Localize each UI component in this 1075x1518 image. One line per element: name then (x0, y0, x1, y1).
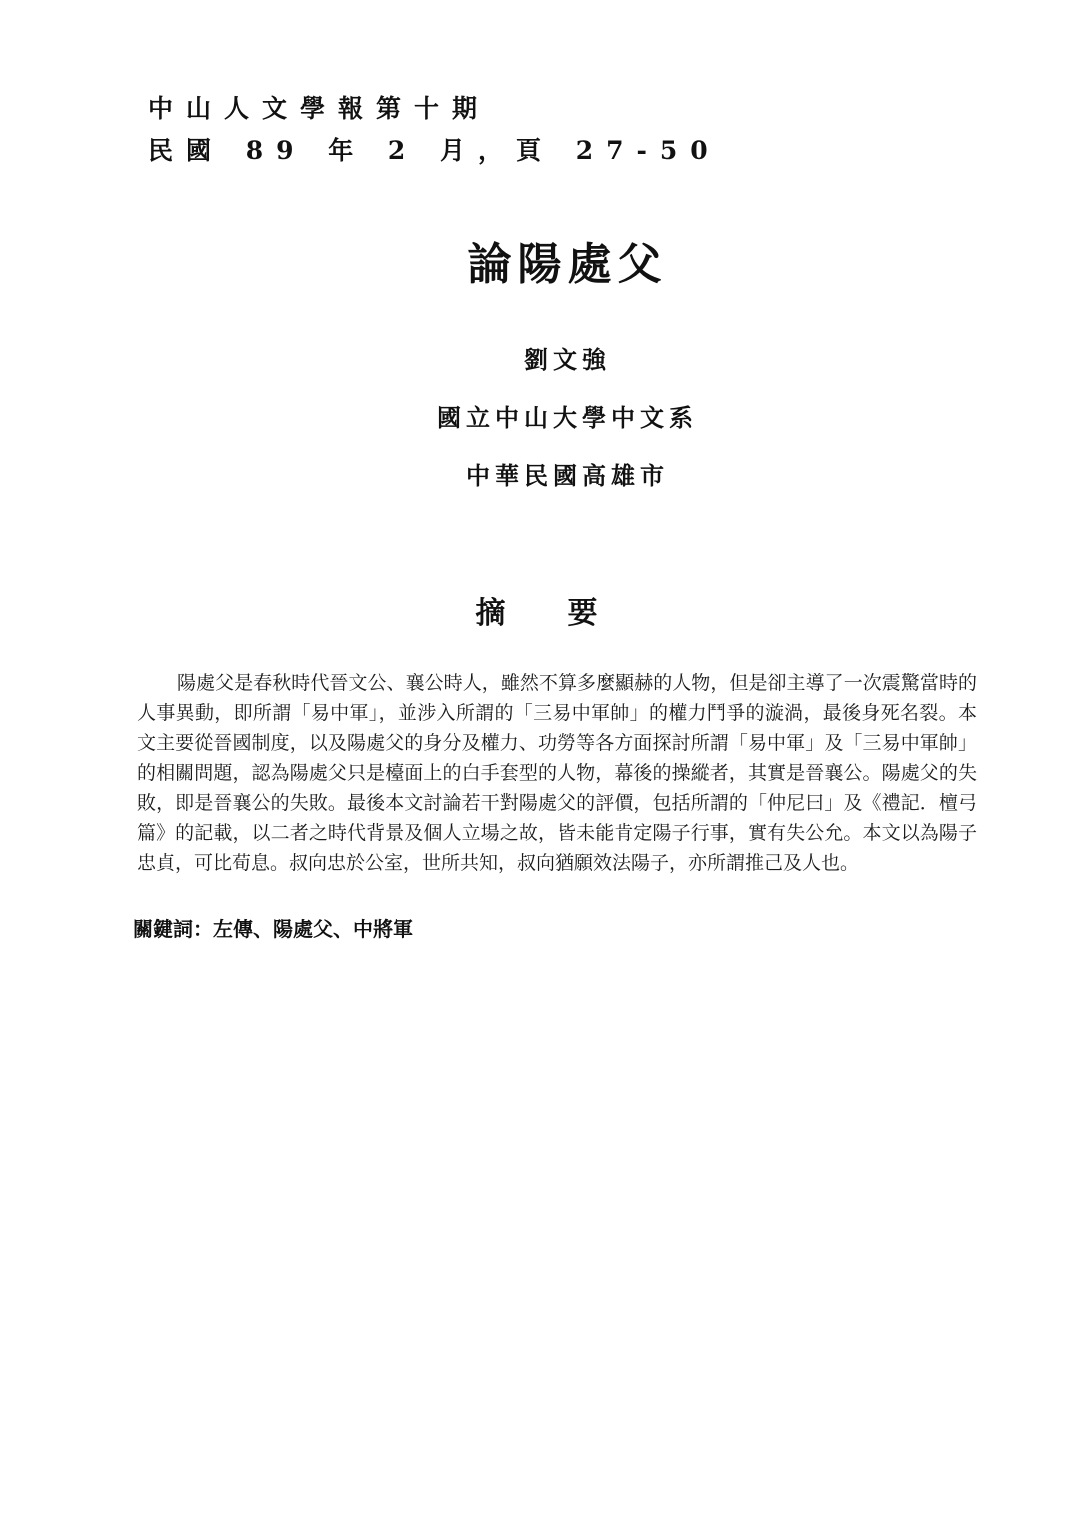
journal-date-pages: 民國 89 年 2 月，頁 27-50 (148, 136, 721, 165)
abstract-body: 陽處父是春秋時代晉文公、襄公時人，雖然不算多麼顯赫的人物，但是卻主導了一次震驚當時的人事異動，即所謂「易中軍」，並涉入所謂的「三易中軍帥」的權力鬥爭的漩渦，最後身死名裂。本文主要從晉國制度，以及陽處父的身分及權力、功勞等各方面探討所謂「易中軍」及「三易中軍帥」的相關問題，認為陽處父只是檯面上的白手套型的人物，幕後的操縱者，其實是晉襄公。陽處父的失敗，即是晉襄公的失敗。最後本文討論若干對陽處父的評價，包括所謂的「仲尼曰」及《禮記．檀弓篇》的記載，以二者之時代背景及個人立場之故，皆未能肯定陽子行事，實有失公允。本文以為陽子忠貞，可比荀息。叔向忠於公室，世所共知，叔向猶願效法陽子，亦所謂推己及人也。 (137, 672, 977, 874)
paper-title: 論陽處父 (467, 239, 668, 290)
journal-header (148, 88, 721, 172)
abstract-heading: 摘要 (475, 596, 660, 631)
author-name: 劉文強 (524, 345, 611, 374)
author-location: 中華民國高雄市 (466, 461, 669, 490)
author-block (0, 340, 1075, 514)
keywords: 關鍵詞：左傳、陽處父、中將軍 (133, 917, 413, 941)
journal-issue: 中山人文學報第十期 (148, 94, 491, 123)
author-affiliation: 國立中山大學中文系 (437, 403, 698, 432)
